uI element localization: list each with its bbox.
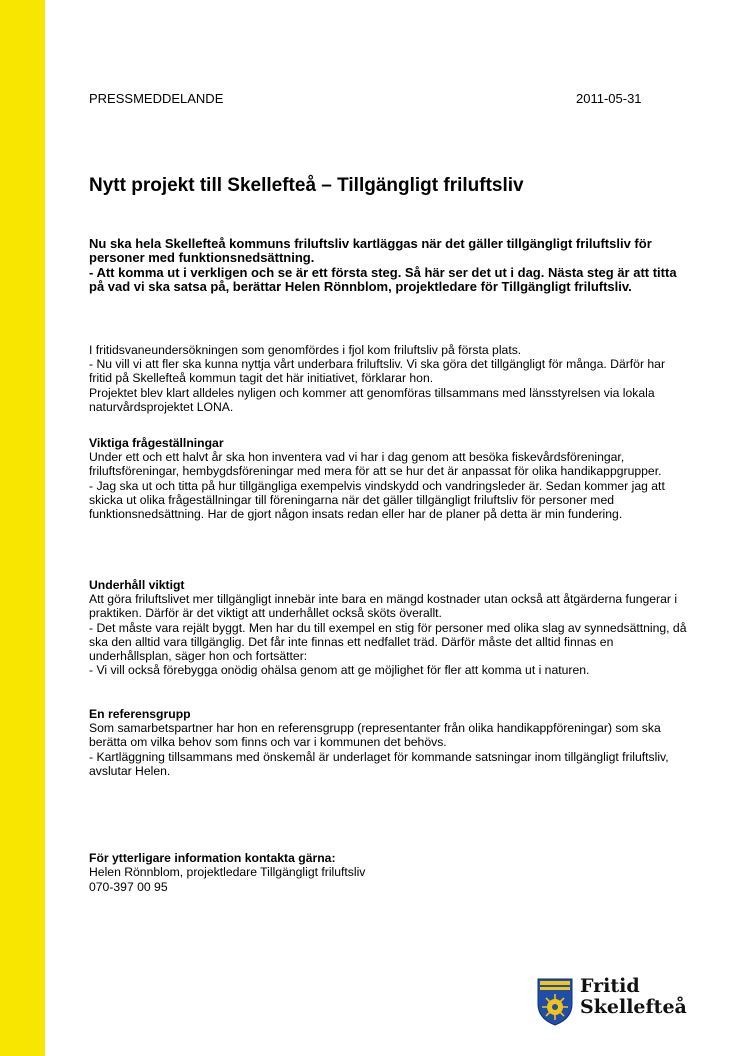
section-paragraph: Att göra friluftslivet mer tillgängligt innebär inte bara en mängd kostnader utan också att åtgärderna fungerar i praktiken. Därför är det viktigt att underhållet också sköts överallt. bbox=[89, 592, 678, 621]
section-paragraph: - Kartläggning tillsammans med önskemål är underlaget för kommande satsningar inom tillgängligt friluftsliv, avslutar Helen. bbox=[89, 749, 669, 778]
section-heading: En referensgrupp bbox=[89, 707, 191, 721]
logo-line-fritid: Fritid bbox=[580, 975, 640, 997]
section-underhall-viktigt bbox=[89, 578, 689, 677]
section-paragraph: - Det måste vara rejält byggt. Men har du till exempel en stig för personer med olika slag av synnedsättning, då ska den alltid vara tillgänglig. Det får inte finnas ett nedfallet träd. Därför måste det alltid finnas en underhållsplan, säger hon och fortsätter: bbox=[89, 620, 687, 664]
intro-paragraph: I fritidsvaneundersökningen som genomfördes i fjol kom friluftsliv på första plats. bbox=[89, 343, 522, 357]
section-viktiga-fragestallningar bbox=[89, 436, 689, 521]
lead-quote: - Att komma ut i verkligen och se är ett första steg. Så här ser det ut i dag. Nästa steg är att titta på vad vi ska satsa på, berättar Helen Rönnblom, projektledare för Tillgängligt friluftsliv. bbox=[89, 264, 677, 295]
section-paragraph: - Jag ska ut och titta på hur tillgängliga exempelvis vindskydd och vandringsleder är. Sedan kommer jag att skicka ut olika frågeställningar till föreningarna när det gäller tillgängligt friluftsliv för personer med funktionsnedsättning. Har de gjort någon insats redan eller har de planer på detta är min fundering. bbox=[89, 478, 665, 522]
coat-of-arms-icon bbox=[536, 976, 574, 1026]
lead-paragraph bbox=[89, 237, 689, 295]
logo-wordmark bbox=[580, 976, 687, 1018]
logo-line-skelleftea: Skellefteå bbox=[580, 996, 687, 1018]
intro-text bbox=[89, 343, 689, 414]
contact-block bbox=[89, 851, 365, 894]
section-paragraph: Som samarbetspartner har hon en referensgrupp (representanter från olika handikappföreningar) som ska berätta om vilka behov som finns och var i kommunen det behövs. bbox=[89, 721, 661, 750]
contact-name: Helen Rönnblom, projektledare Tillgängligt friluftsliv bbox=[89, 865, 366, 880]
section-en-referensgrupp bbox=[89, 707, 689, 778]
contact-heading: För ytterligare information kontakta gärna: bbox=[89, 851, 336, 865]
contact-phone: 070-397 00 95 bbox=[89, 879, 168, 894]
intro-paragraph: Projektet blev klart alldeles nyligen och kommer att genomföras tillsammans med länsstyrelsen via lokala naturvårdsprojektet LONA. bbox=[89, 385, 655, 414]
section-paragraph: - Vi vill också förebygga onödig ohälsa genom att ge möjlighet för fler att komma ut i naturen. bbox=[89, 663, 590, 678]
document-date: 2011-05-31 bbox=[576, 91, 642, 106]
press-release-title: Nytt projekt till Skellefteå – Tillgängligt friluftsliv bbox=[89, 175, 524, 196]
side-color-bar bbox=[0, 0, 45, 1056]
lead-text: Nu ska hela Skellefteå kommuns friluftsliv kartläggas när det gäller tillgängligt friluftsliv för personer med funktionsnedsättning. bbox=[89, 236, 652, 266]
document-type-label: PRESSMEDDELANDE bbox=[89, 91, 224, 106]
section-paragraph: Under ett och ett halvt år ska hon inventera vad vi har i dag genom att besöka fiskevårdsföreningar, friluftsföreningar, hembygdsföreningar med mera för att se hur det är anpassat för olika handikappgrupper. bbox=[89, 450, 662, 479]
section-heading: Underhåll viktigt bbox=[89, 578, 185, 592]
section-heading: Viktiga frågeställningar bbox=[89, 436, 224, 450]
intro-paragraph: - Nu vill vi att fler ska kunna nyttja vårt underbara friluftsliv. Vi ska göra det tillgängligt för många. Därför har fritid på Skellefteå kommun tagit det här initiativet, förklarar hon. bbox=[89, 357, 666, 386]
fritid-skelleftea-logo bbox=[536, 976, 696, 1026]
